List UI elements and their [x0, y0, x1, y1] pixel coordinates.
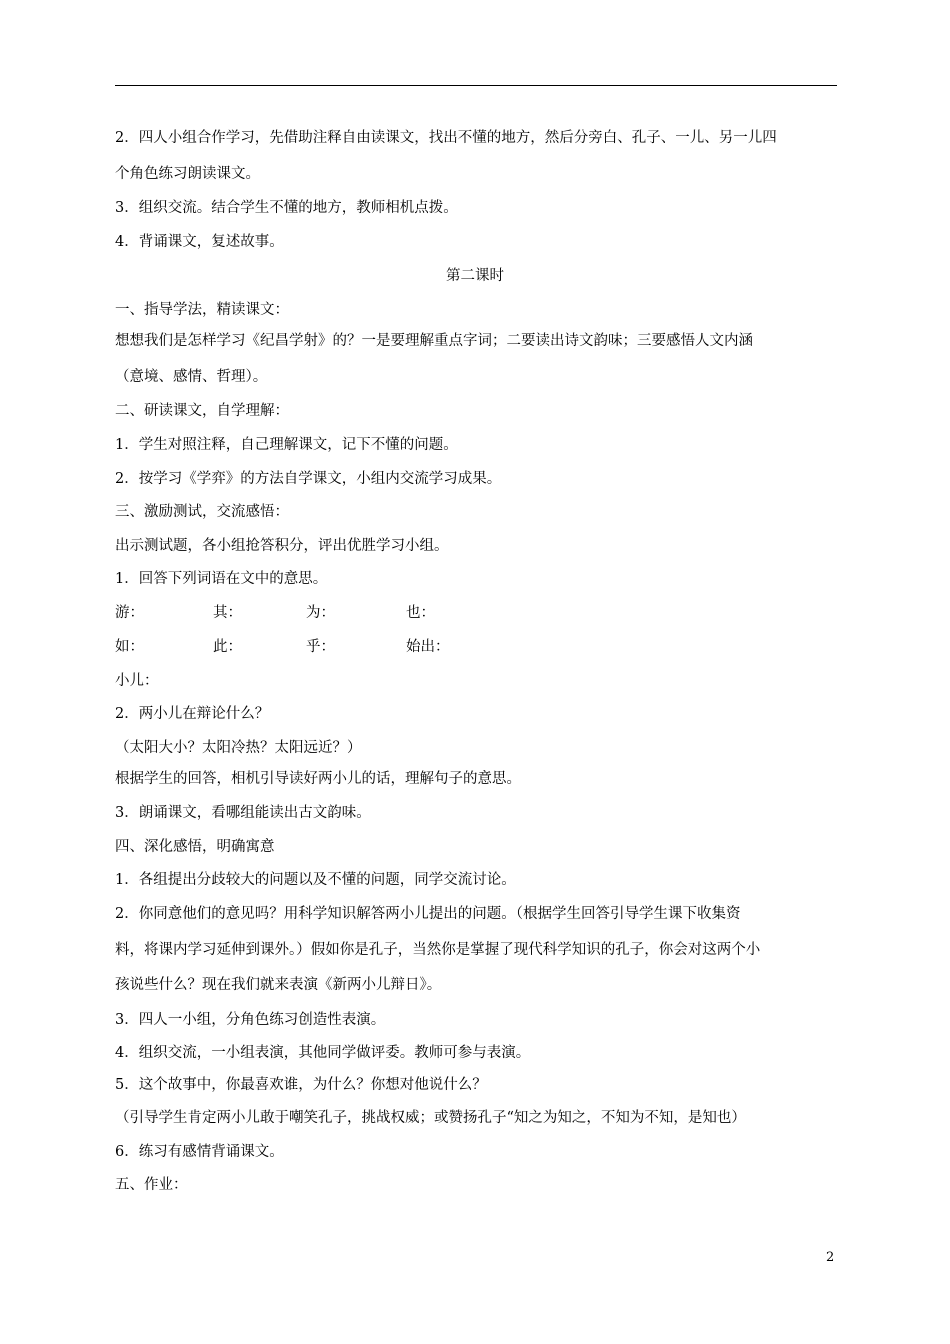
- section-title: 第二课时: [446, 268, 504, 284]
- paragraph-line: 1．各组提出分歧较大的问题以及不懂的问题，同学交流讨论。: [115, 872, 516, 888]
- heading-line: 一、指导学法，精读课文：: [115, 302, 289, 318]
- paragraph-line: 6．练习有感情背诵课文。: [115, 1144, 284, 1160]
- paragraph-line: 个角色练习朗读课文。: [115, 166, 260, 182]
- paragraph-line: 孩说些什么？现在我们就来表演《新两小儿辩日》。: [115, 977, 442, 993]
- heading-line: 二、研读课文，自学理解：: [115, 403, 289, 419]
- page-number: 2: [826, 1250, 835, 1265]
- paragraph-line: 2．四人小组合作学习，先借助注释自由读课文，找出不懂的地方，然后分旁白、孔子、一儿、另一儿四: [115, 130, 777, 146]
- word-item: 其：: [213, 605, 242, 621]
- word-item: 乎：: [306, 639, 335, 655]
- word-item: 始出：: [406, 639, 450, 655]
- paragraph-line: 4．背诵课文，复述故事。: [115, 234, 284, 250]
- header-rule: [115, 85, 837, 86]
- paragraph-line: 根据学生的回答，相机引导读好两小儿的话，理解句子的意思。: [115, 771, 521, 787]
- paragraph-line: 料，将课内学习延伸到课外。）假如你是孔子，当然你是掌握了现代科学知识的孔子，你会对这两个小: [115, 942, 761, 958]
- paragraph-line: 出示测试题，各小组抢答积分，评出优胜学习小组。: [115, 538, 449, 554]
- paragraph-line: （意境、感情、哲理）。: [115, 369, 268, 385]
- paragraph-line: （太阳大小？太阳冷热？太阳远近？）: [115, 740, 362, 756]
- heading-line: 四、深化感悟，明确寓意: [115, 839, 275, 855]
- paragraph-line: 4．组织交流，一小组表演，其他同学做评委。教师可参与表演。: [115, 1045, 531, 1061]
- paragraph-line: 1．回答下列词语在文中的意思。: [115, 571, 328, 587]
- word-item: 如：: [115, 639, 144, 655]
- word-item: 游：: [115, 605, 144, 621]
- heading-line: 三、激励测试，交流感悟：: [115, 504, 289, 520]
- paragraph-line: 2．两小儿在辩论什么？: [115, 706, 270, 722]
- paragraph-line: （引导学生肯定两小儿敢于嘲笑孔子，挑战权威；或赞扬孔子“知之为知之，不知为不知，是知也）: [115, 1110, 746, 1126]
- paragraph-line: 小儿：: [115, 673, 159, 689]
- paragraph-line: 5．这个故事中，你最喜欢谁，为什么？你想对他说什么？: [115, 1077, 487, 1093]
- word-item: 为：: [306, 605, 335, 621]
- word-item: 也：: [406, 605, 435, 621]
- paragraph-line: 3．朗诵课文，看哪组能读出古文韵味。: [115, 805, 371, 821]
- word-item: 此：: [213, 639, 242, 655]
- paragraph-line: 想想我们是怎样学习《纪昌学射》的？一是要理解重点字词；二要读出诗文韵味；三要感悟人文内涵: [115, 333, 753, 349]
- paragraph-line: 2．按学习《学弈》的方法自学课文，小组内交流学习成果。: [115, 471, 502, 487]
- paragraph-line: 3．四人一小组，分角色练习创造性表演。: [115, 1012, 386, 1028]
- paragraph-line: 2．你同意他们的意见吗？用科学知识解答两小儿提出的问题。（根据学生回答引导学生课下收集资: [115, 906, 741, 922]
- paragraph-line: 3．组织交流。结合学生不懂的地方，教师相机点拨。: [115, 200, 458, 216]
- paragraph-line: 1．学生对照注释，自己理解课文，记下不懂的问题。: [115, 437, 458, 453]
- heading-line: 五、作业：: [115, 1177, 188, 1193]
